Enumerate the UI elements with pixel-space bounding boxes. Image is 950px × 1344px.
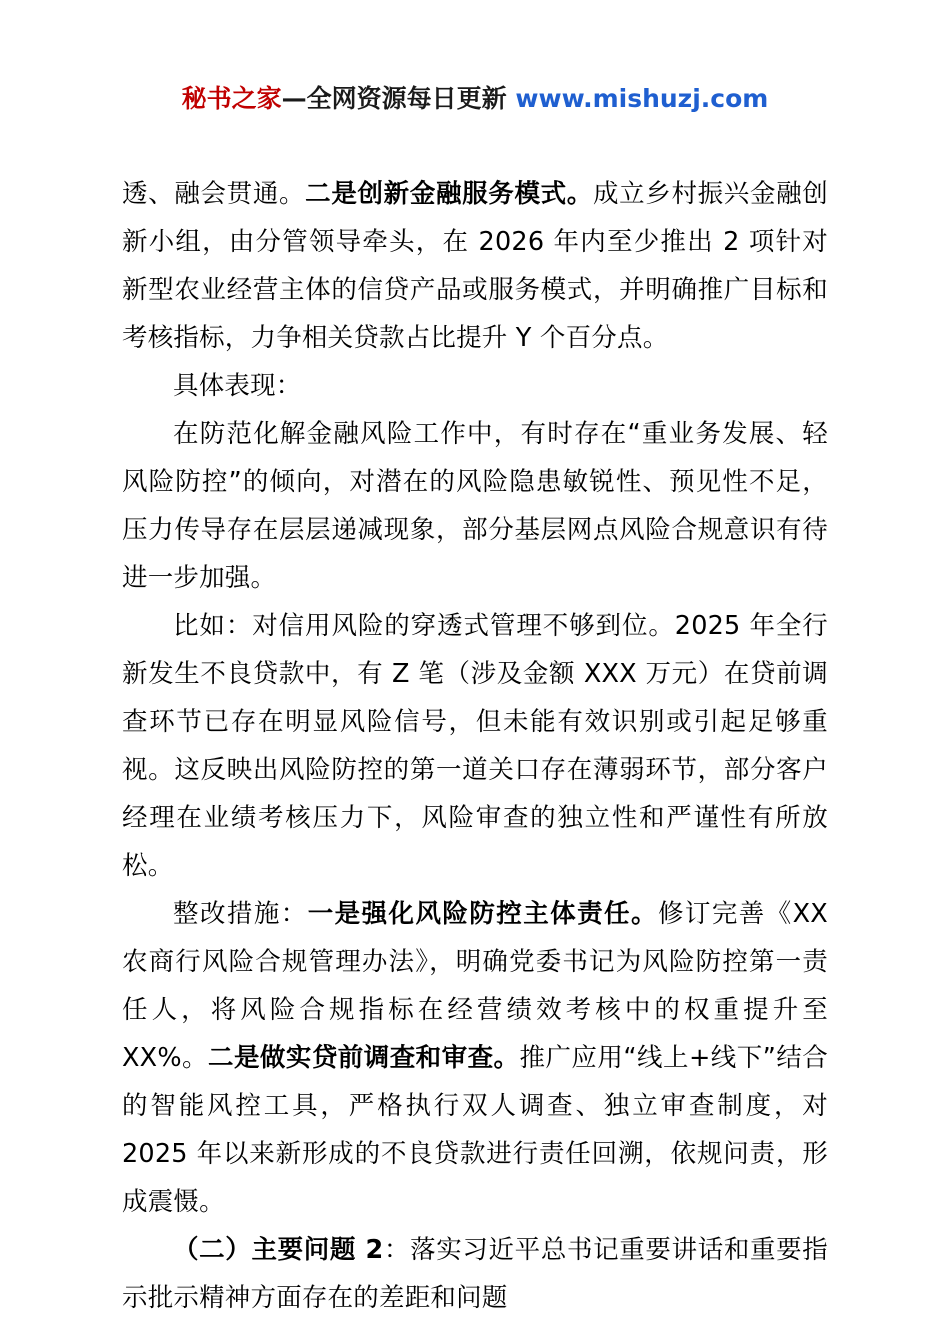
paragraph-rectification-measures-run-0: 整改措施：: [173, 899, 308, 929]
paragraph-rectification-measures-run-3: 二是做实贷前调查和审查。: [208, 1043, 520, 1073]
paragraph-continued-measures-run-0: 透、融会贯通。: [122, 179, 306, 209]
paragraph-rectification-measures-run-4: 推广应用“线上+线下”结合的智能风控工具，严格执行双人调查、独立审查制度，对 2025 年以来新形成的不良贷款进行责任回溯，依规问责，形成震慑。: [122, 1043, 829, 1217]
paragraph-section-heading-problem-2-run-1: ：落实习近平总书记重要讲话和重要指示批示精神方面存在的差距和问题: [122, 1235, 828, 1313]
paragraph-label-manifestation: [122, 362, 828, 410]
paragraph-example-body: [122, 602, 828, 890]
watermark-tagline: —全网资源每日更新: [281, 84, 516, 113]
paragraph-manifestation-body: [122, 410, 828, 602]
paragraph-example-body-run-0: 比如：对信用风险的穿透式管理不够到位。2025 年全行新发生不良贷款中，有 Z 笔（涉及金额 XXX 万元）在贷前调查环节已存在明显风险信号，但未能有效识别或引起足够重视。这反映出风险防控的第一道关口存在薄弱环节，部分客户经理在业绩考核压力下，风险审查的独立性和严谨性有所放松。: [122, 611, 828, 881]
paragraph-continued-measures-run-2: 成立乡村振兴金融创新小组，由分管领导牵头，在 2026 年内至少推出 2 项针对新型农业经营主体的信贷产品或服务模式，并明确推广目标和考核指标，力争相关贷款占比提升 Y 个百分点。: [122, 179, 828, 353]
paragraph-rectification-measures: [122, 890, 828, 1226]
document-body: [122, 170, 828, 1322]
paragraph-manifestation-body-run-0: 在防范化解金融风险工作中，有时存在“重业务发展、轻风险防控”的倾向，对潜在的风险隐患敏锐性、预见性不足，压力传导存在层层递减现象，部分基层网点风险合规意识有待进一步加强。: [122, 419, 828, 593]
paragraph-section-heading-problem-2: [122, 1226, 828, 1322]
paragraph-continued-measures-run-1: 二是创新金融服务模式。: [305, 179, 593, 209]
paragraph-rectification-measures-run-2: 修订完善《XX 农商行风险合规管理办法》，明确党委书记为风险防控第一责任人，将风险合规指标在经营绩效考核中的权重提升至 XX%。: [122, 899, 828, 1073]
watermark-brand: 秘书之家: [181, 84, 282, 113]
site-watermark-header: [0, 82, 950, 116]
paragraph-label-manifestation-run-0: 具体表现：: [173, 371, 302, 401]
paragraph-rectification-measures-run-1: 一是强化风险防控主体责任。: [307, 899, 658, 929]
paragraph-section-heading-problem-2-run-0: （二）主要问题 2: [173, 1235, 384, 1265]
paragraph-continued-measures: [122, 170, 828, 362]
watermark-url: www.mishuzj.com: [515, 84, 769, 113]
